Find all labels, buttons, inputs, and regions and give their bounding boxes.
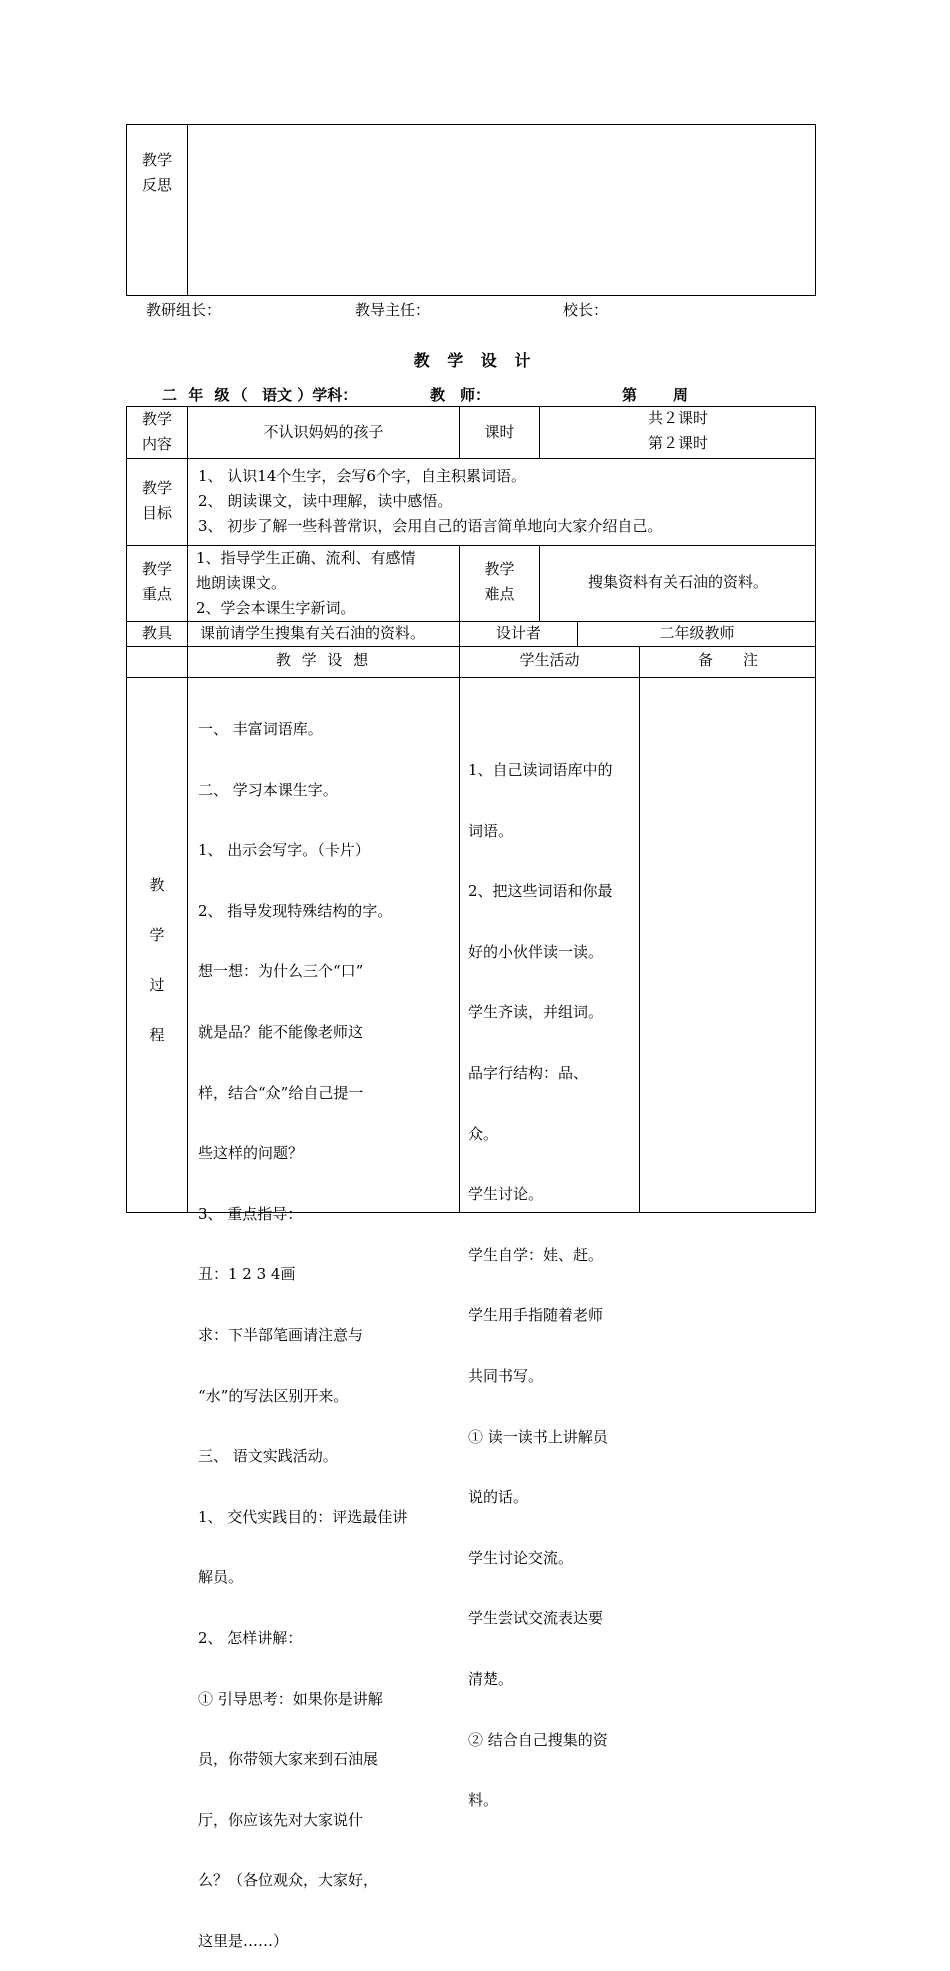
row-rule: [126, 458, 816, 459]
designer-value: 二年级教师: [659, 624, 735, 642]
row-rule: [126, 677, 816, 678]
difficulty-label-line1: 教学: [484, 560, 515, 578]
period-values: [540, 406, 816, 456]
keypoints-label-line1: 教学: [141, 560, 172, 578]
activity-line: 词语。: [468, 821, 514, 840]
label-column-rule: [187, 406, 188, 1213]
difficulty-label-line2: 难点: [484, 585, 515, 603]
keypoint-line: 2、学会本课生字新词。: [196, 599, 356, 617]
design-line: 员，你带领大家来到石油展: [198, 1750, 379, 1769]
page-title: 教 学 设 计: [413, 351, 537, 370]
design-line: 丑：1 2 3 4画: [198, 1265, 296, 1284]
process-label-char: 教: [149, 876, 165, 894]
design-line: 2、 怎样讲解：: [198, 1628, 303, 1647]
design-line: 些这样的问题？: [198, 1144, 304, 1163]
design-steps: [198, 681, 407, 1971]
design-line: “水”的写法区别开来。: [198, 1386, 349, 1405]
process-label-char: 过: [149, 976, 165, 994]
student-activities: [468, 722, 613, 1831]
design-line: 想一想：为什么三个“口”: [198, 962, 364, 981]
activity-line: 品字行结构：品、: [468, 1063, 589, 1082]
activity-line: 学生齐读，并组词。: [468, 1003, 604, 1022]
design-line: 1、 交代实践目的：评选最佳讲: [198, 1507, 408, 1526]
activity-column-header: 学生活动: [519, 651, 580, 669]
principal-signature: 校长：: [563, 301, 609, 319]
reflection-table: [126, 124, 816, 296]
activity-line: 学生自学：娃、赶。: [468, 1245, 604, 1264]
reflection-divider: [187, 124, 188, 296]
activity-line: 好的小伙伴读一读。: [468, 942, 604, 961]
activity-line: 1、自己读词语库中的: [468, 761, 613, 779]
content-label: [128, 407, 186, 457]
keypoints-content: [196, 546, 416, 621]
week-label-a: 第: [622, 386, 638, 404]
design-line: 三、 语文实践活动。: [198, 1447, 338, 1466]
design-line: 1、 出示会写字。（卡片）: [198, 841, 370, 860]
difficulty-label: [460, 557, 539, 607]
design-line: 求：下半部笔画请注意与: [198, 1325, 364, 1344]
reflection-label-line1: 教学: [141, 151, 172, 169]
design-column-header: 教 学 设 想: [275, 651, 372, 669]
content-label-line1: 教学: [141, 410, 172, 428]
activity-line: 学生讨论交流。: [468, 1548, 574, 1567]
period-total: 共２课时: [647, 409, 708, 427]
process-label-char: 学: [149, 926, 165, 944]
activity-line: 说的话。: [468, 1488, 529, 1507]
activity-line: 清楚。: [468, 1669, 514, 1688]
design-line: 2、 指导发现特殊结构的字。: [198, 901, 393, 920]
reflection-label: [128, 148, 186, 198]
keypoints-label: [128, 557, 186, 607]
teacher-label: 教 师：: [430, 386, 491, 404]
difficulty-content: 搜集资料有关石油的资料。: [587, 573, 768, 591]
keypoint-line: 地朗读课文。: [196, 574, 287, 592]
activity-notes-rule: [639, 646, 640, 1213]
goal-item: 2、 朗读课文，读中理解，读中感悟。: [198, 492, 453, 510]
design-activity-rule: [459, 646, 460, 1213]
content-label-line2: 内容: [141, 435, 172, 453]
process-label: [128, 860, 186, 1060]
goals-label-line2: 目标: [141, 504, 172, 522]
design-line: 一、 丰富词语库。: [198, 720, 323, 738]
row-rule: [126, 646, 816, 647]
design-line: 厅，你应该先对大家说什: [198, 1810, 364, 1829]
activity-line: 共同书写。: [468, 1366, 544, 1385]
design-line: 这里是……）: [198, 1931, 289, 1950]
week-label-b: 周: [673, 386, 689, 404]
activity-line: 学生尝试交流表达要: [468, 1609, 604, 1628]
keypoint-line: 1、指导学生正确、流利、有感情: [196, 549, 416, 567]
process-label-char: 程: [149, 1026, 165, 1044]
tools-content: 课前请学生搜集有关石油的资料。: [200, 624, 426, 642]
reflection-label-line2: 反思: [141, 176, 172, 194]
lesson-title: 不认识妈妈的孩子: [263, 423, 384, 441]
design-line: ① 引导思考：如果你是讲解: [198, 1689, 383, 1708]
activity-line: ② 结合自己搜集的资: [468, 1730, 608, 1749]
design-line: 解员。: [198, 1568, 244, 1587]
design-line: 二、 学习本课生字。: [198, 780, 338, 799]
tools-label: 教具: [141, 624, 172, 642]
design-line: 就是品？能不能像老师这: [198, 1022, 364, 1041]
subject-label: 语文 ）学科：: [262, 386, 358, 404]
activity-line: ① 读一读书上讲解员: [468, 1427, 608, 1446]
activity-line: 学生讨论。: [468, 1185, 544, 1204]
goals-label-line1: 教学: [141, 479, 172, 497]
activity-line: 料。: [468, 1791, 499, 1810]
keypoints-label-line2: 重点: [141, 585, 172, 603]
research-leader-signature: 教研组长：: [146, 301, 222, 319]
design-line: 样，结合“众”给自己提一: [198, 1083, 364, 1102]
period-label: 课时: [484, 423, 515, 441]
designer-label: 设计者: [495, 624, 541, 642]
goal-item: 1、 认识14个生字，会写6个字，自主积累词语。: [198, 467, 526, 485]
director-signature: 教导主任：: [355, 301, 431, 319]
goal-item: 3、 初步了解一些科普常识，会用自己的语言简单地向大家介绍自己。: [198, 517, 663, 535]
period-current: 第２课时: [647, 434, 708, 452]
design-line: 3、 重点指导：: [198, 1204, 303, 1223]
grade-label: 二 年 级（: [162, 386, 251, 404]
goals-label: [128, 476, 186, 526]
activity-line: 众。: [468, 1124, 499, 1143]
design-line: 么？（各位观众，大家好，: [198, 1871, 379, 1890]
goals-list: [198, 464, 662, 539]
notes-column-header: 备 注: [697, 651, 758, 669]
activity-line: 学生用手指随着老师: [468, 1306, 604, 1325]
activity-line: 2、把这些词语和你最: [468, 882, 613, 901]
